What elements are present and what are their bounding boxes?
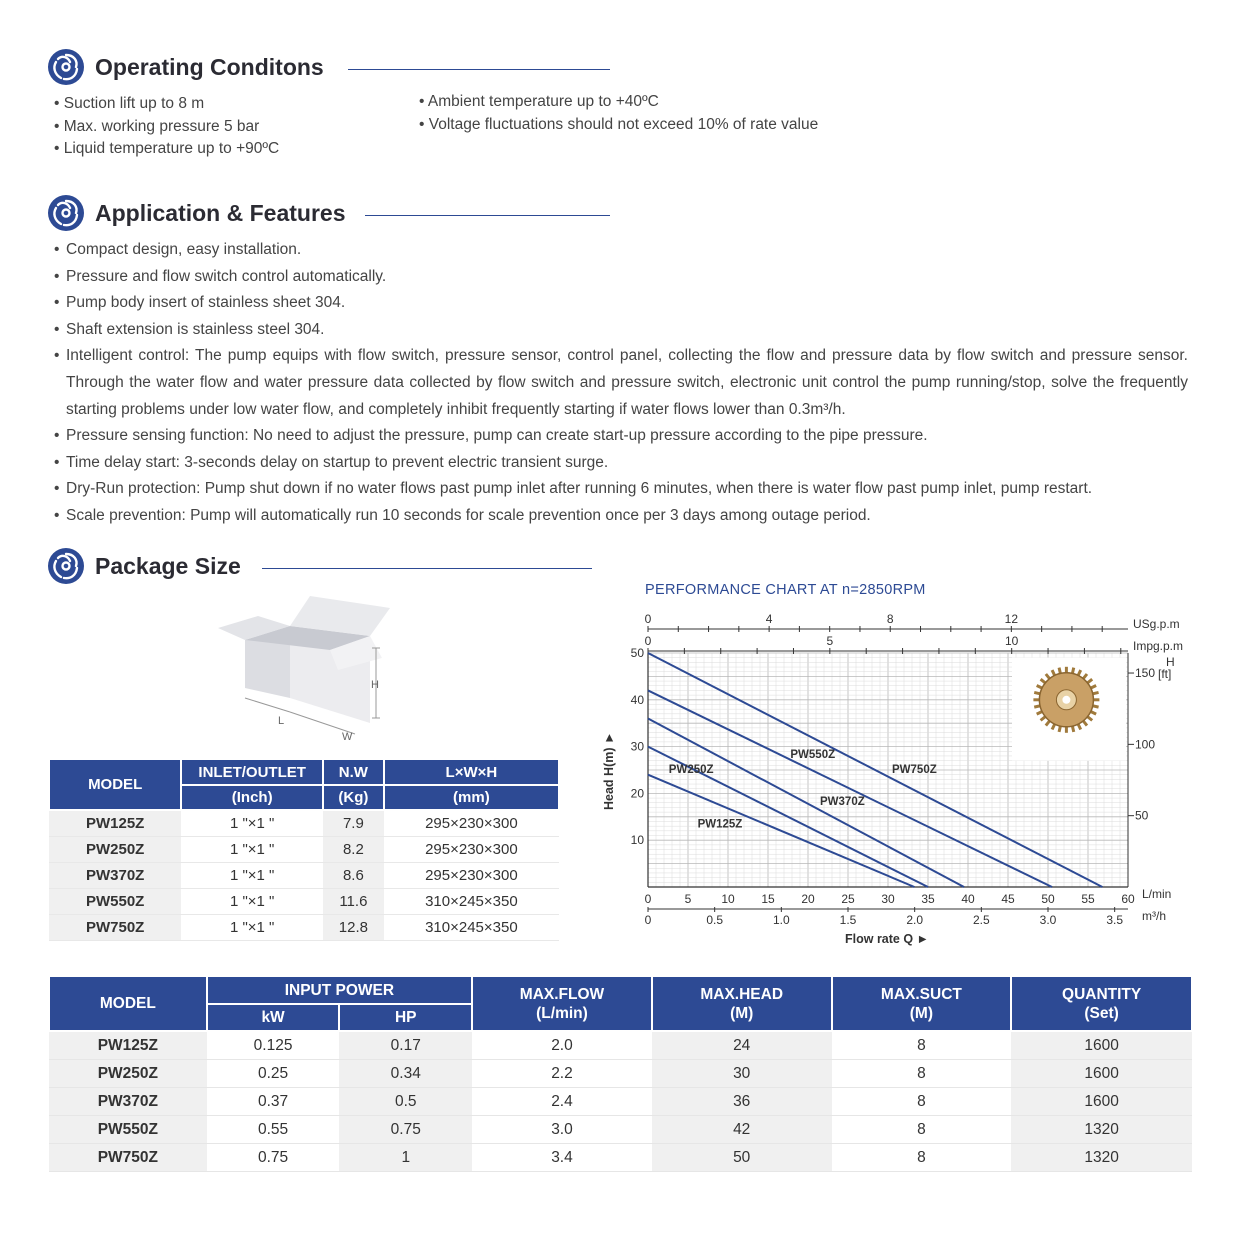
right-axis-label: 50 — [1135, 808, 1149, 823]
table-row: PW125Z 0.125 0.17 2.0 24 8 1600 — [49, 1031, 1192, 1060]
box-label-l: L — [278, 715, 285, 727]
x-tick-label: 25 — [841, 892, 855, 906]
col-header-nw-unit: (Kg) — [323, 785, 384, 810]
top-axis-2-unit: Impg.p.m — [1133, 639, 1184, 653]
x2-tick-label: 3.0 — [1039, 913, 1057, 927]
right-axis-label: 150 — [1135, 666, 1156, 681]
impeller-bore — [1062, 696, 1070, 704]
col-header-max-flow: MAX.FLOW (L/min) — [472, 976, 652, 1031]
performance-chart — [595, 600, 1210, 965]
series-label-pw750z: PW750Z — [892, 763, 937, 776]
list-item: • Suction lift up to 8 m — [54, 95, 205, 112]
box-label-h: H — [371, 679, 379, 691]
col-header-model: MODEL — [49, 976, 207, 1031]
list-item: • Voltage fluctuations should not exceed 10% of rate value — [419, 115, 819, 133]
table-row: PW370Z 0.37 0.5 2.4 36 8 1600 — [49, 1088, 1192, 1116]
package-divider — [262, 568, 592, 569]
col-header-kw: kW — [207, 1004, 340, 1031]
table-row: PW750Z 0.75 1 3.4 50 8 1320 — [49, 1144, 1192, 1172]
brand-swirl-icon — [48, 548, 84, 584]
application-title: Application & Features — [95, 199, 346, 226]
list-item: • Pressure sensing function: No need to adjust the pressure, pump can create start-up pressure according to the pipe pressure. — [54, 423, 1188, 450]
x-unit-label: L/min — [1142, 887, 1172, 901]
top-axis-2-label: 10 — [1005, 634, 1019, 648]
right-axis-unit-top: H — [1166, 655, 1175, 669]
x2-tick-label: 1.0 — [772, 913, 790, 927]
table-row: PW550Z 1 "×1 " 11.6 310×245×350 — [49, 888, 559, 914]
top-axis-2-label: 5 — [826, 634, 834, 648]
x-axis-title: Flow rate Q ► — [845, 932, 929, 946]
x2-tick-label: 0.5 — [706, 913, 724, 927]
y-tick-label: 40 — [630, 692, 644, 707]
features-list — [54, 237, 1188, 530]
right-axis-label: 100 — [1135, 737, 1156, 752]
list-item: • Max. working pressure 5 bar — [54, 117, 260, 135]
chart-title: PERFORMANCE CHART AT n=2850RPM — [645, 582, 926, 598]
right-axis-unit: [ft] — [1158, 667, 1172, 681]
brand-swirl-icon — [48, 195, 84, 231]
x-tick-label: 20 — [801, 892, 815, 906]
y-tick-label: 20 — [630, 786, 644, 801]
table-row: PW250Z 0.25 0.34 2.2 30 8 1600 — [49, 1060, 1192, 1088]
table-row: PW125Z 1 "×1 " 7.9 295×230×300 — [49, 810, 559, 836]
col-header-dims-unit: (mm) — [384, 785, 559, 810]
col-header-inlet-unit: (Inch) — [181, 785, 323, 810]
operating-right-list — [419, 91, 818, 136]
x2-tick-label: 2.0 — [906, 913, 924, 927]
x-tick-label: 15 — [761, 892, 775, 906]
x-tick-label: 40 — [961, 892, 975, 906]
col-header-quantity: QUANTITY (Set) — [1011, 976, 1192, 1031]
list-item: • Pump body insert of stainless sheet 304. — [54, 290, 1188, 317]
operating-left-list — [54, 93, 279, 161]
y-tick-label: 30 — [630, 739, 644, 754]
x-tick-label: 5 — [684, 892, 692, 906]
package-table — [48, 758, 560, 941]
operating-title: Operating Conditons — [95, 53, 324, 80]
x2-unit-label: m³/h — [1142, 909, 1166, 923]
list-item: • Liquid temperature up to +90ºC — [54, 140, 280, 157]
y-axis-title: Head H(m) ► — [602, 731, 616, 810]
specs-table — [48, 975, 1193, 1172]
col-header-max-head: MAX.HEAD (M) — [652, 976, 832, 1031]
table-row: PW550Z 0.55 0.75 3.0 42 8 1320 — [49, 1116, 1192, 1144]
table-row: PW750Z 1 "×1 " 12.8 310×245×350 — [49, 914, 559, 940]
x-tick-label: 0 — [644, 892, 652, 906]
top-axis-1-unit: USg.p.m — [1133, 617, 1180, 631]
y-tick-label: 50 — [630, 646, 644, 660]
brand-swirl-icon — [48, 49, 84, 85]
top-axis-1-label: 0 — [644, 612, 652, 626]
list-item: • Dry-Run protection: Pump shut down if no water flows past pump inlet after running 6 minutes, when there is water flow past pump inlet, pump restart. — [54, 476, 1188, 503]
table-row: PW250Z 1 "×1 " 8.2 295×230×300 — [49, 836, 559, 862]
x2-tick-label: 1.5 — [839, 913, 857, 927]
col-header-inlet: INLET/OUTLET — [181, 759, 323, 785]
list-item: • Intelligent control: The pump equips with flow switch, pressure sensor, control panel, collecting the flow and pressure data by flow switch and pressure sensor. Through the water flow and water pressure data collected by flow switch and pressure switch, electronic unit control the pump running/stop, solve the frequently starting problems under low water flow, and completely inhibit frequently starting if water flows lower than 0.3m³/h. — [54, 343, 1188, 423]
col-header-hp: HP — [339, 1004, 472, 1031]
x-tick-label: 60 — [1121, 892, 1135, 906]
col-header-model: MODEL — [49, 759, 181, 810]
package-header — [48, 548, 241, 584]
application-header — [48, 195, 345, 231]
x-tick-label: 50 — [1041, 892, 1055, 906]
top-axis-1-label: 4 — [765, 612, 773, 626]
x2-tick-label: 3.5 — [1106, 913, 1124, 927]
list-item: • Scale prevention: Pump will automatically run 10 seconds for scale prevention once per 3 days among outage period. — [54, 503, 1188, 530]
top-axis-1-label: 8 — [886, 612, 894, 626]
series-label-pw250z: PW250Z — [668, 763, 714, 776]
operating-divider — [348, 69, 610, 70]
col-header-max-suct: MAX.SUCT (M) — [832, 976, 1012, 1031]
list-item: • Pressure and flow switch control automatically. — [54, 264, 1188, 291]
col-header-input-power: INPUT POWER — [207, 976, 472, 1004]
box-length-line — [245, 698, 290, 712]
package-title: Package Size — [95, 552, 241, 579]
series-label-pw550z: PW550Z — [790, 748, 836, 761]
operating-header — [48, 49, 324, 85]
box-label-w: W — [342, 731, 353, 743]
x-tick-label: 30 — [881, 892, 895, 906]
x-tick-label: 35 — [921, 892, 935, 906]
series-label-pw370z: PW370Z — [820, 796, 865, 809]
x-tick-label: 10 — [721, 892, 735, 906]
x2-tick-label: 2.5 — [972, 913, 990, 927]
x2-tick-label: 0 — [644, 913, 652, 927]
table-row: PW370Z 1 "×1 " 8.6 295×230×300 — [49, 862, 559, 888]
top-axis-1-label: 12 — [1004, 612, 1019, 626]
list-item: • Shaft extension is stainless steel 304. — [54, 317, 1188, 344]
top-axis-2-label: 0 — [644, 634, 652, 648]
y-tick-label: 10 — [630, 833, 644, 848]
x-tick-label: 45 — [1001, 892, 1015, 906]
package-box-illustration — [210, 588, 410, 748]
application-divider — [365, 215, 610, 216]
col-header-dims: L×W×H — [384, 759, 559, 785]
list-item: • Compact design, easy installation. — [54, 237, 1188, 264]
list-item: • Time delay start: 3-seconds delay on startup to prevent electric transient surge. — [54, 450, 1188, 477]
list-item: • Ambient temperature up to +40ºC — [419, 93, 659, 110]
x-tick-label: 55 — [1081, 892, 1095, 906]
series-label-pw125z: PW125Z — [697, 818, 743, 831]
col-header-nw: N.W — [323, 759, 384, 785]
